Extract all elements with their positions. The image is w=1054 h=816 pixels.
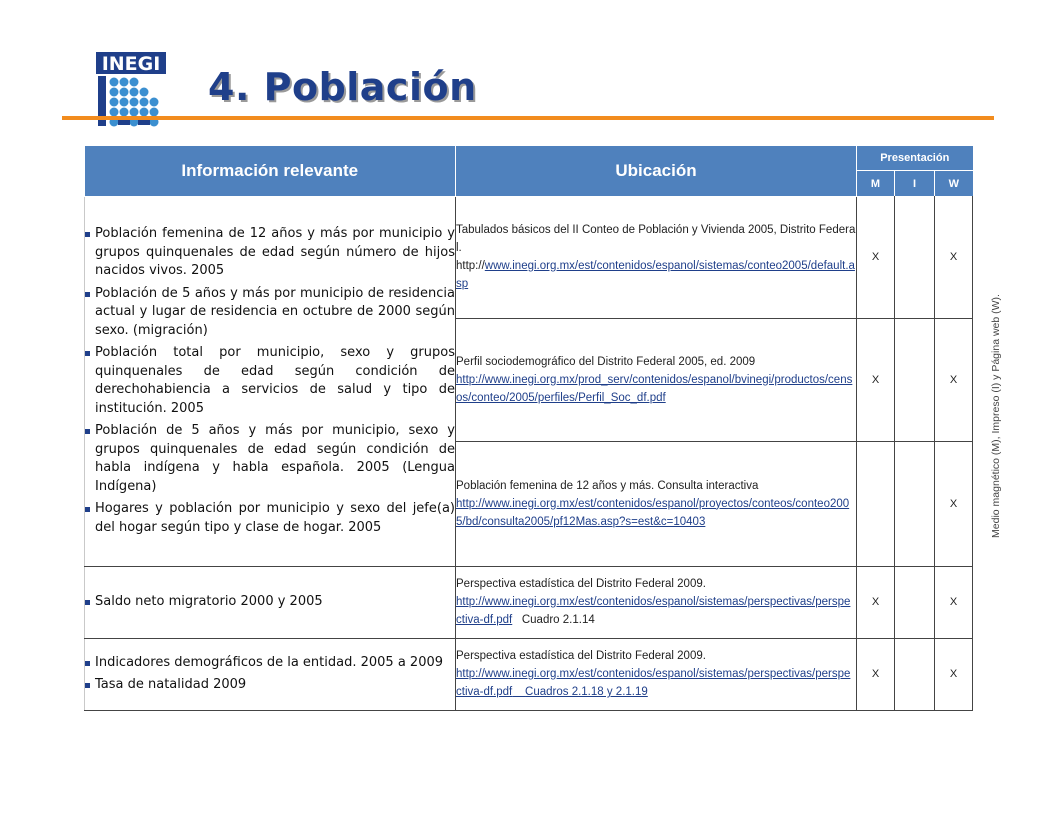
location-cell: Perfil sociodemográfico del Distrito Federal 2005, ed. 2009 http://www.inegi.org.mx/prod_serv/contenidos/espanol/bvinegi/productos/censos/conteo/2005/perfiles/Perfil_Soc_df.pdf (456, 318, 857, 441)
title-underline (62, 116, 994, 120)
bullet-icon (85, 292, 90, 297)
mark-w: X (935, 638, 973, 710)
header-location: Ubicación (456, 146, 857, 196)
info-item: Indicadores demográficos de la entidad. 2005 a 2009 (85, 654, 455, 673)
info-cell (85, 566, 456, 638)
info-item: Saldo neto migratorio 2000 y 2005 (85, 593, 455, 612)
location-cell: Tabulados básicos del II Conteo de Población y Vivienda 2005, Distrito Federal. http://www.inegi.org.mx/est/contenidos/espanol/sistemas/conteo2005/default.asp (456, 196, 857, 318)
data-table (84, 146, 973, 711)
info-item: Hogares y población por municipio y sexo del jefe(a) del hogar según tipo y clase de hogar. 2005 (85, 500, 455, 537)
header-info: Información relevante (85, 146, 456, 196)
mark-m: X (857, 638, 895, 710)
source-link[interactable]: http://www.inegi.org.mx/est/contenidos/espanol/sistemas/perspectivas/perspectiva-df.pdf (456, 596, 851, 626)
bullet-icon (85, 232, 90, 237)
mark-w: X (935, 566, 973, 638)
mark-w: X (935, 196, 973, 318)
mark-i (895, 566, 935, 638)
bullet-icon (85, 351, 90, 356)
info-cell (85, 638, 456, 710)
info-item: Tasa de natalidad 2009 (85, 676, 455, 695)
info-cell (85, 196, 456, 566)
source-link[interactable]: www.inegi.org.mx/est/contenidos/espanol/sistemas/conteo2005/default.asp (456, 260, 855, 290)
mark-i (895, 318, 935, 441)
source-link[interactable]: http://www.inegi.org.mx/est/contenidos/espanol/proyectos/conteos/conteo2005/bd/consulta2005/pf12Mas.asp?s=est&c=10403 (456, 497, 850, 528)
bullet-icon (85, 507, 90, 512)
page-title: 4. Población (208, 65, 477, 109)
info-item: Población total por municipio, sexo y grupos quinquenales de edad según condición de derechohabiencia a servicios de salud y tipo de institución. 2005 (85, 344, 455, 418)
header-w: W (935, 171, 973, 197)
svg-text:INEGI: INEGI (101, 53, 161, 75)
bullet-icon (85, 683, 90, 688)
location-cell: Población femenina de 12 años y más. Consulta interactiva http://www.inegi.org.mx/est/contenidos/espanol/proyectos/conteos/conteo2005/bd/consulta2005/pf12Mas.asp?s=est&c=10403 (456, 441, 857, 566)
info-item: Población de 5 años y más por municipio, sexo y grupos quinquenales de edad según condición de habla indígena y habla española. 2005 (Lengua Indígena) (85, 422, 455, 496)
header-m: M (857, 171, 895, 197)
source-link[interactable]: http://www.inegi.org.mx/prod_serv/contenidos/espanol/bvinegi/productos/censos/conteo/2005/perfiles/Perfil_Soc_df.pdf (456, 373, 853, 404)
location-cell: Perspectiva estadística del Distrito Federal 2009. http://www.inegi.org.mx/est/contenidos/espanol/sistemas/perspectivas/perspectiva-df.pdf Cuadros 2.1.18 y 2.1.19 (456, 638, 857, 710)
header-presentation: Presentación (857, 146, 973, 171)
source-link[interactable]: http://www.inegi.org.mx/est/contenidos/espanol/sistemas/perspectivas/perspectiva-df.pdf Cuadros 2.1.18 y 2.1.19 (456, 668, 851, 698)
info-item: Población femenina de 12 años y más por municipio y grupos quinquenales de edad según número de hijos nacidos vivos. 2005 (85, 225, 455, 281)
bullet-icon (85, 429, 90, 434)
bullet-icon (85, 600, 90, 605)
mark-i (895, 638, 935, 710)
mark-m: X (857, 566, 895, 638)
mark-m: X (857, 318, 895, 441)
mark-i (895, 196, 935, 318)
mark-w: X (935, 441, 973, 566)
location-cell: Perspectiva estadística del Distrito Federal 2009. http://www.inegi.org.mx/est/contenidos/espanol/sistemas/perspectivas/perspectiva-df.pdf Cuadro 2.1.14 (456, 566, 857, 638)
bullet-icon (85, 661, 90, 666)
side-note: Medio magnético (M), Impreso (I) y Página web (W). (990, 294, 1002, 538)
mark-w: X (935, 318, 973, 441)
mark-m: X (857, 196, 895, 318)
header-i: I (895, 171, 935, 197)
mark-m (857, 441, 895, 566)
mark-i (895, 441, 935, 566)
info-item: Población de 5 años y más por municipio de residencia actual y lugar de residencia en octubre de 2000 según sexo. (migración) (85, 285, 455, 341)
